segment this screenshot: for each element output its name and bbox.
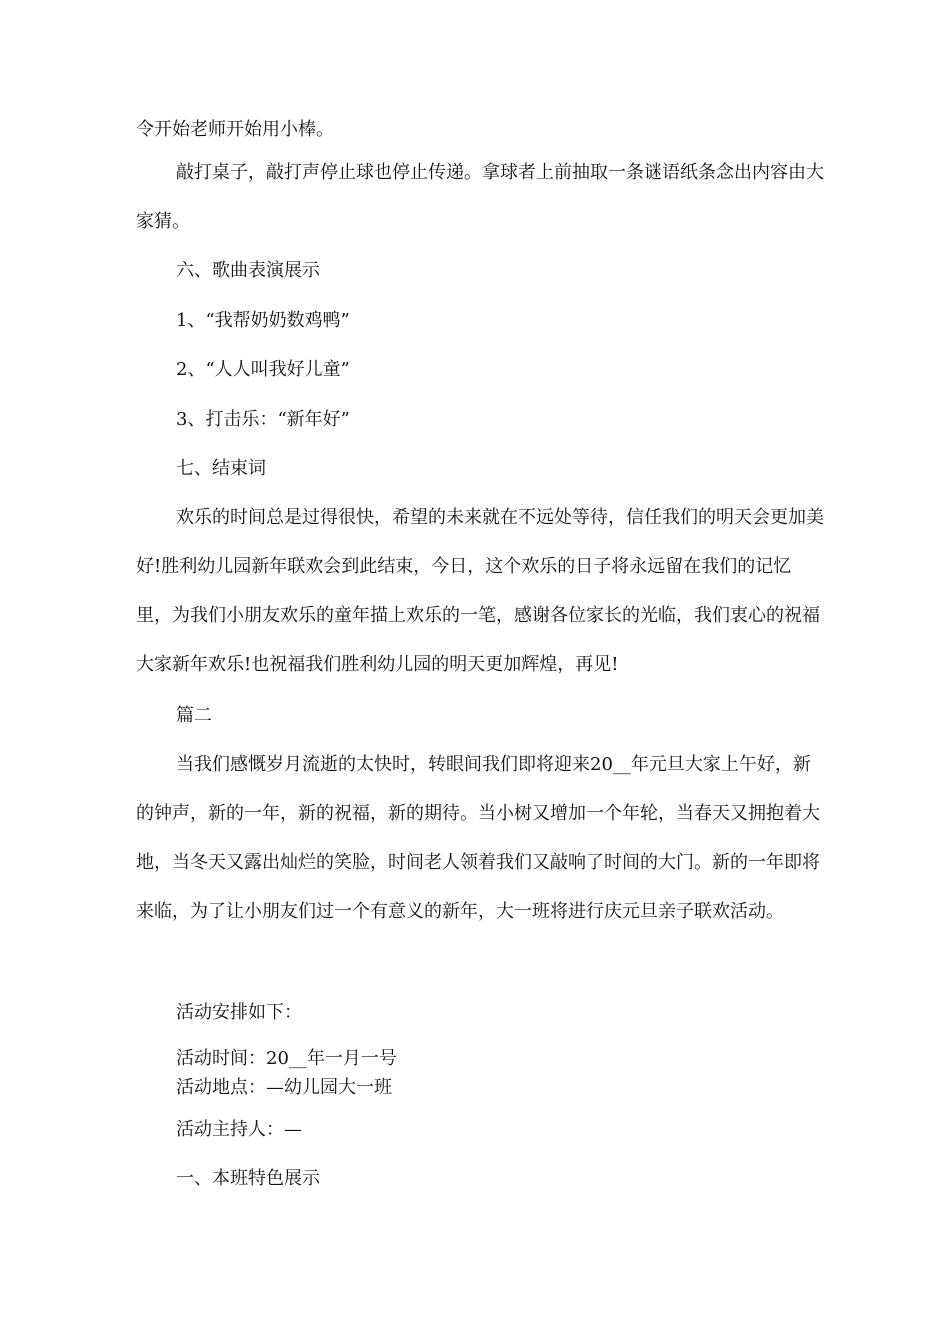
paragraph-arrangement: 活动安排如下：: [176, 1002, 302, 1023]
activity-place: 活动地点：—幼儿园大一班: [176, 1077, 392, 1098]
activity-time: 活动时间：20__年一月一号: [176, 1048, 397, 1069]
section-title-part-two: 篇二: [176, 705, 212, 726]
paragraph-closing-remarks: 欢乐的时间总是过得很快，希望的未来就在不远处等待，信任我们的明天会更加美好!胜利幼儿园新年联欢会到此结束，今日，这个欢乐的日子将永远留在我们的记忆里，为我们小朋友欢乐的童年描上欢乐的一笔，感谢各位家长的光临，我们衷心的祝福大家新年欢乐!也祝福我们胜利幼儿园的明天更加辉煌，再见!: [136, 507, 824, 675]
paragraph-game-rules: 敲打桌子，敲打声停止球也停止传递。拿球者上前抽取一条谜语纸条念出内容由大家猜。: [136, 162, 824, 232]
list-item-song-1: 1、“我帮奶奶数鸡鸭”: [176, 310, 350, 331]
heading-closing-remarks: 七、结束词: [176, 458, 266, 479]
activity-host: 活动主持人：—: [176, 1119, 302, 1140]
list-item-song-3: 3、打击乐：“新年好”: [176, 409, 350, 430]
paragraph-introduction: 当我们感慨岁月流逝的太快时，转眼间我们即将迎来20__年元旦大家上午好，新的钟声，新的一年，新的祝福，新的期待。当小树又增加一个年轮，当春天又拥抱着大地，当冬天又露出灿烂的笑脸，时间老人领着我们又敲响了时间的大门。新的一年即将来临，为了让小朋友们过一个有意义的新年，大一班将进行庆元旦亲子联欢活动。: [136, 754, 820, 922]
heading-class-showcase: 一、本班特色展示: [176, 1168, 320, 1189]
heading-song-performance: 六、歌曲表演展示: [176, 260, 320, 281]
list-item-song-2: 2、“人人叫我好儿童”: [176, 359, 350, 380]
paragraph-continuation: 令开始老师开始用小棒。: [136, 119, 334, 140]
